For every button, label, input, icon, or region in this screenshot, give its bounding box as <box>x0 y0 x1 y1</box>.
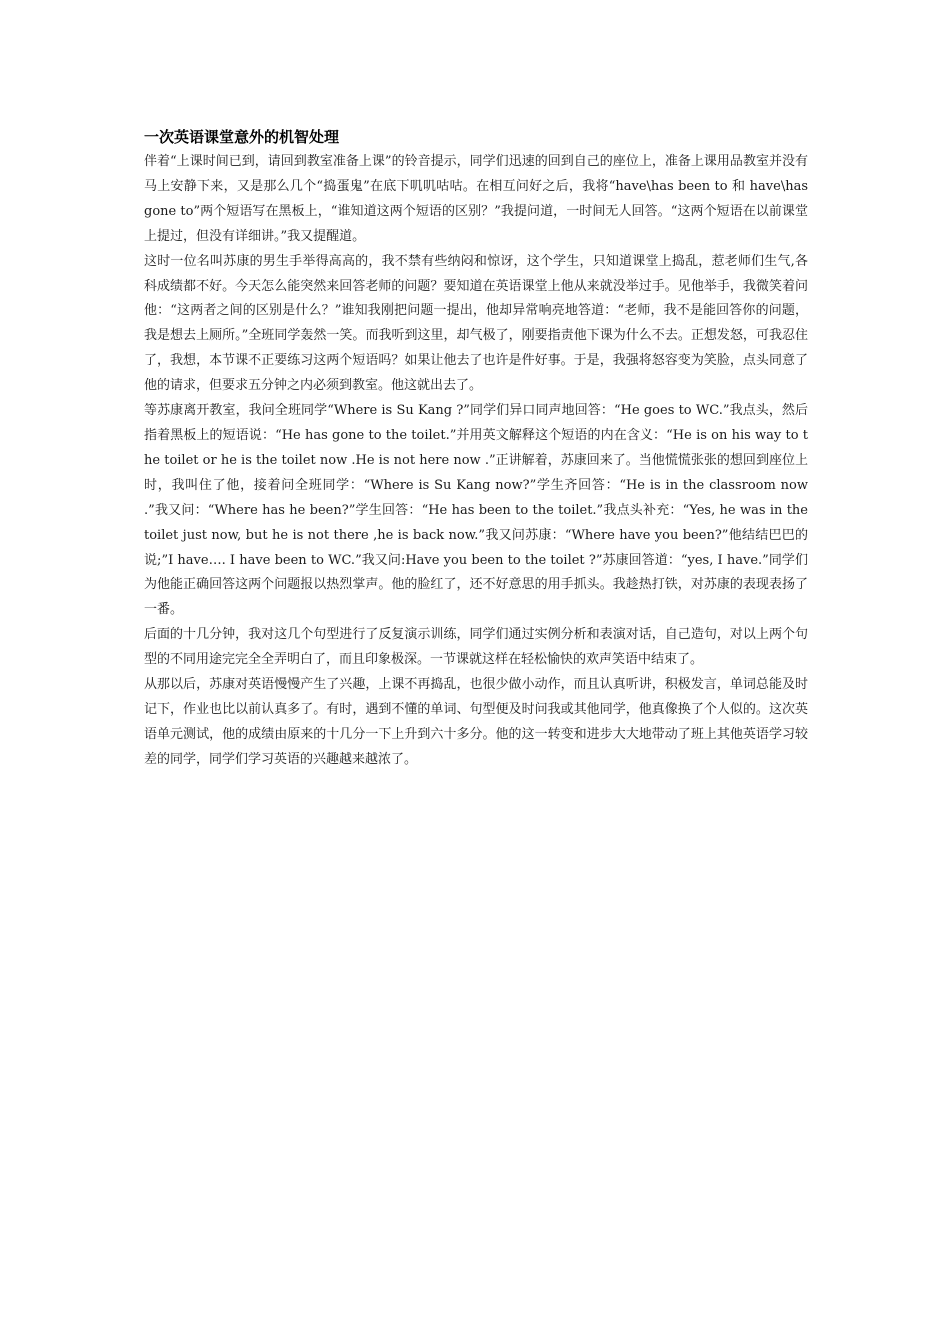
document-body <box>144 124 808 773</box>
paragraph-practice: 后面的十几分钟，我对这几个句型进行了反复演示训练，同学们通过实例分析和表演对话，自己造句，对以上两个句型的不同用途完完全全弄明白了，而且印象极深。一节课就这样在轻松愉快的欢声笑语中结束了。 <box>144 627 808 668</box>
paragraph-sukang-raises-hand: 这时一位名叫苏康的男生手举得高高的，我不禁有些纳闷和惊讶，这个学生，只知道课堂上捣乱，惹老师们生气,各科成绩都不好。今天怎么能突然来回答老师的问题？要知道在英语课堂上他从来就没举过手。见他举手，我微笑着问他：“这两者之间的区别是什么？”谁知我刚把问题一提出，他却异常响亮地答道：“老师，我不是能回答你的问题，我是想去上厕所。”全班同学轰然一笑。而我听到这里，却气极了，刚要指责他下课为什么不去。正想发怒，可我忍住了，我想，本节课不正要练习这两个短语吗？如果让他去了也许是件好事。于是，我强将怒容变为笑脸，点头同意了他的请求，但要求五分钟之内必须到教室。他这就出去了。 <box>144 253 808 394</box>
paragraph-outcome: 从那以后，苏康对英语慢慢产生了兴趣，上课不再捣乱，也很少做小动作，而且认真听讲，积极发言，单词总能及时记下，作业也比以前认真多了。有时，遇到不懂的单词、句型便及时问我或其他同学，他真像换了个人似的。这次英语单元测试，他的成绩由原来的十几分一下上升到六十多分。他的这一转变和进步大大地带动了班上其他英语学习较差的同学，同学们学习英语的兴趣越来越浓了。 <box>144 677 808 767</box>
paragraph-classroom-dialogue: 等苏康离开教室，我问全班同学“Where is Su Kang ?”同学们异口同声地回答：“He goes to WC.”我点头，然后指着黑板上的短语说：“He has gone to the toilet.”并用英文解释这个短语的内在含义：“He is on his way to the toilet or he is the toilet now .He is not here now .”正讲解着，苏康回来了。当他慌慌张张的想回到座位上时，我叫住了他，接着问全班同学：“Where is Su Kang now?”学生齐回答：“He is in the classroom now .”我又问：“Where has he been?”学生回答：“He has been to the toilet.”我点头补充：“Yes, he was in the toilet just now, but he is not there ,he is back now.”我又问苏康：“Where have you been?”他结结巴巴的说;”I have…. I have been to WC.”我又问:Have you been to the toilet ?”苏康回答道：“yes, I have.”同学们为他能正确回答这两个问题报以热烈掌声。他的脸红了，还不好意思的用手抓头。我趁热打铁，对苏康的表现表扬了一番。 <box>144 403 808 618</box>
document-title: 一次英语课堂意外的机智处理 <box>144 128 340 146</box>
paragraph-intro: 伴着“上课时间已到，请回到教室准备上课”的铃音提示，同学们迅速的回到自己的座位上，准备上课用品教室并没有马上安静下来，又是那么几个“捣蛋鬼”在底下叽叽咕咕。在相互问好之后，我将“have\has been to 和 have\has gone to”两个短语写在黑板上，“谁知道这两个短语的区别？”我提问道，一时间无人回答。“这两个短语在以前课堂上提过，但没有详细讲。”我又提醒道。 <box>144 154 808 244</box>
